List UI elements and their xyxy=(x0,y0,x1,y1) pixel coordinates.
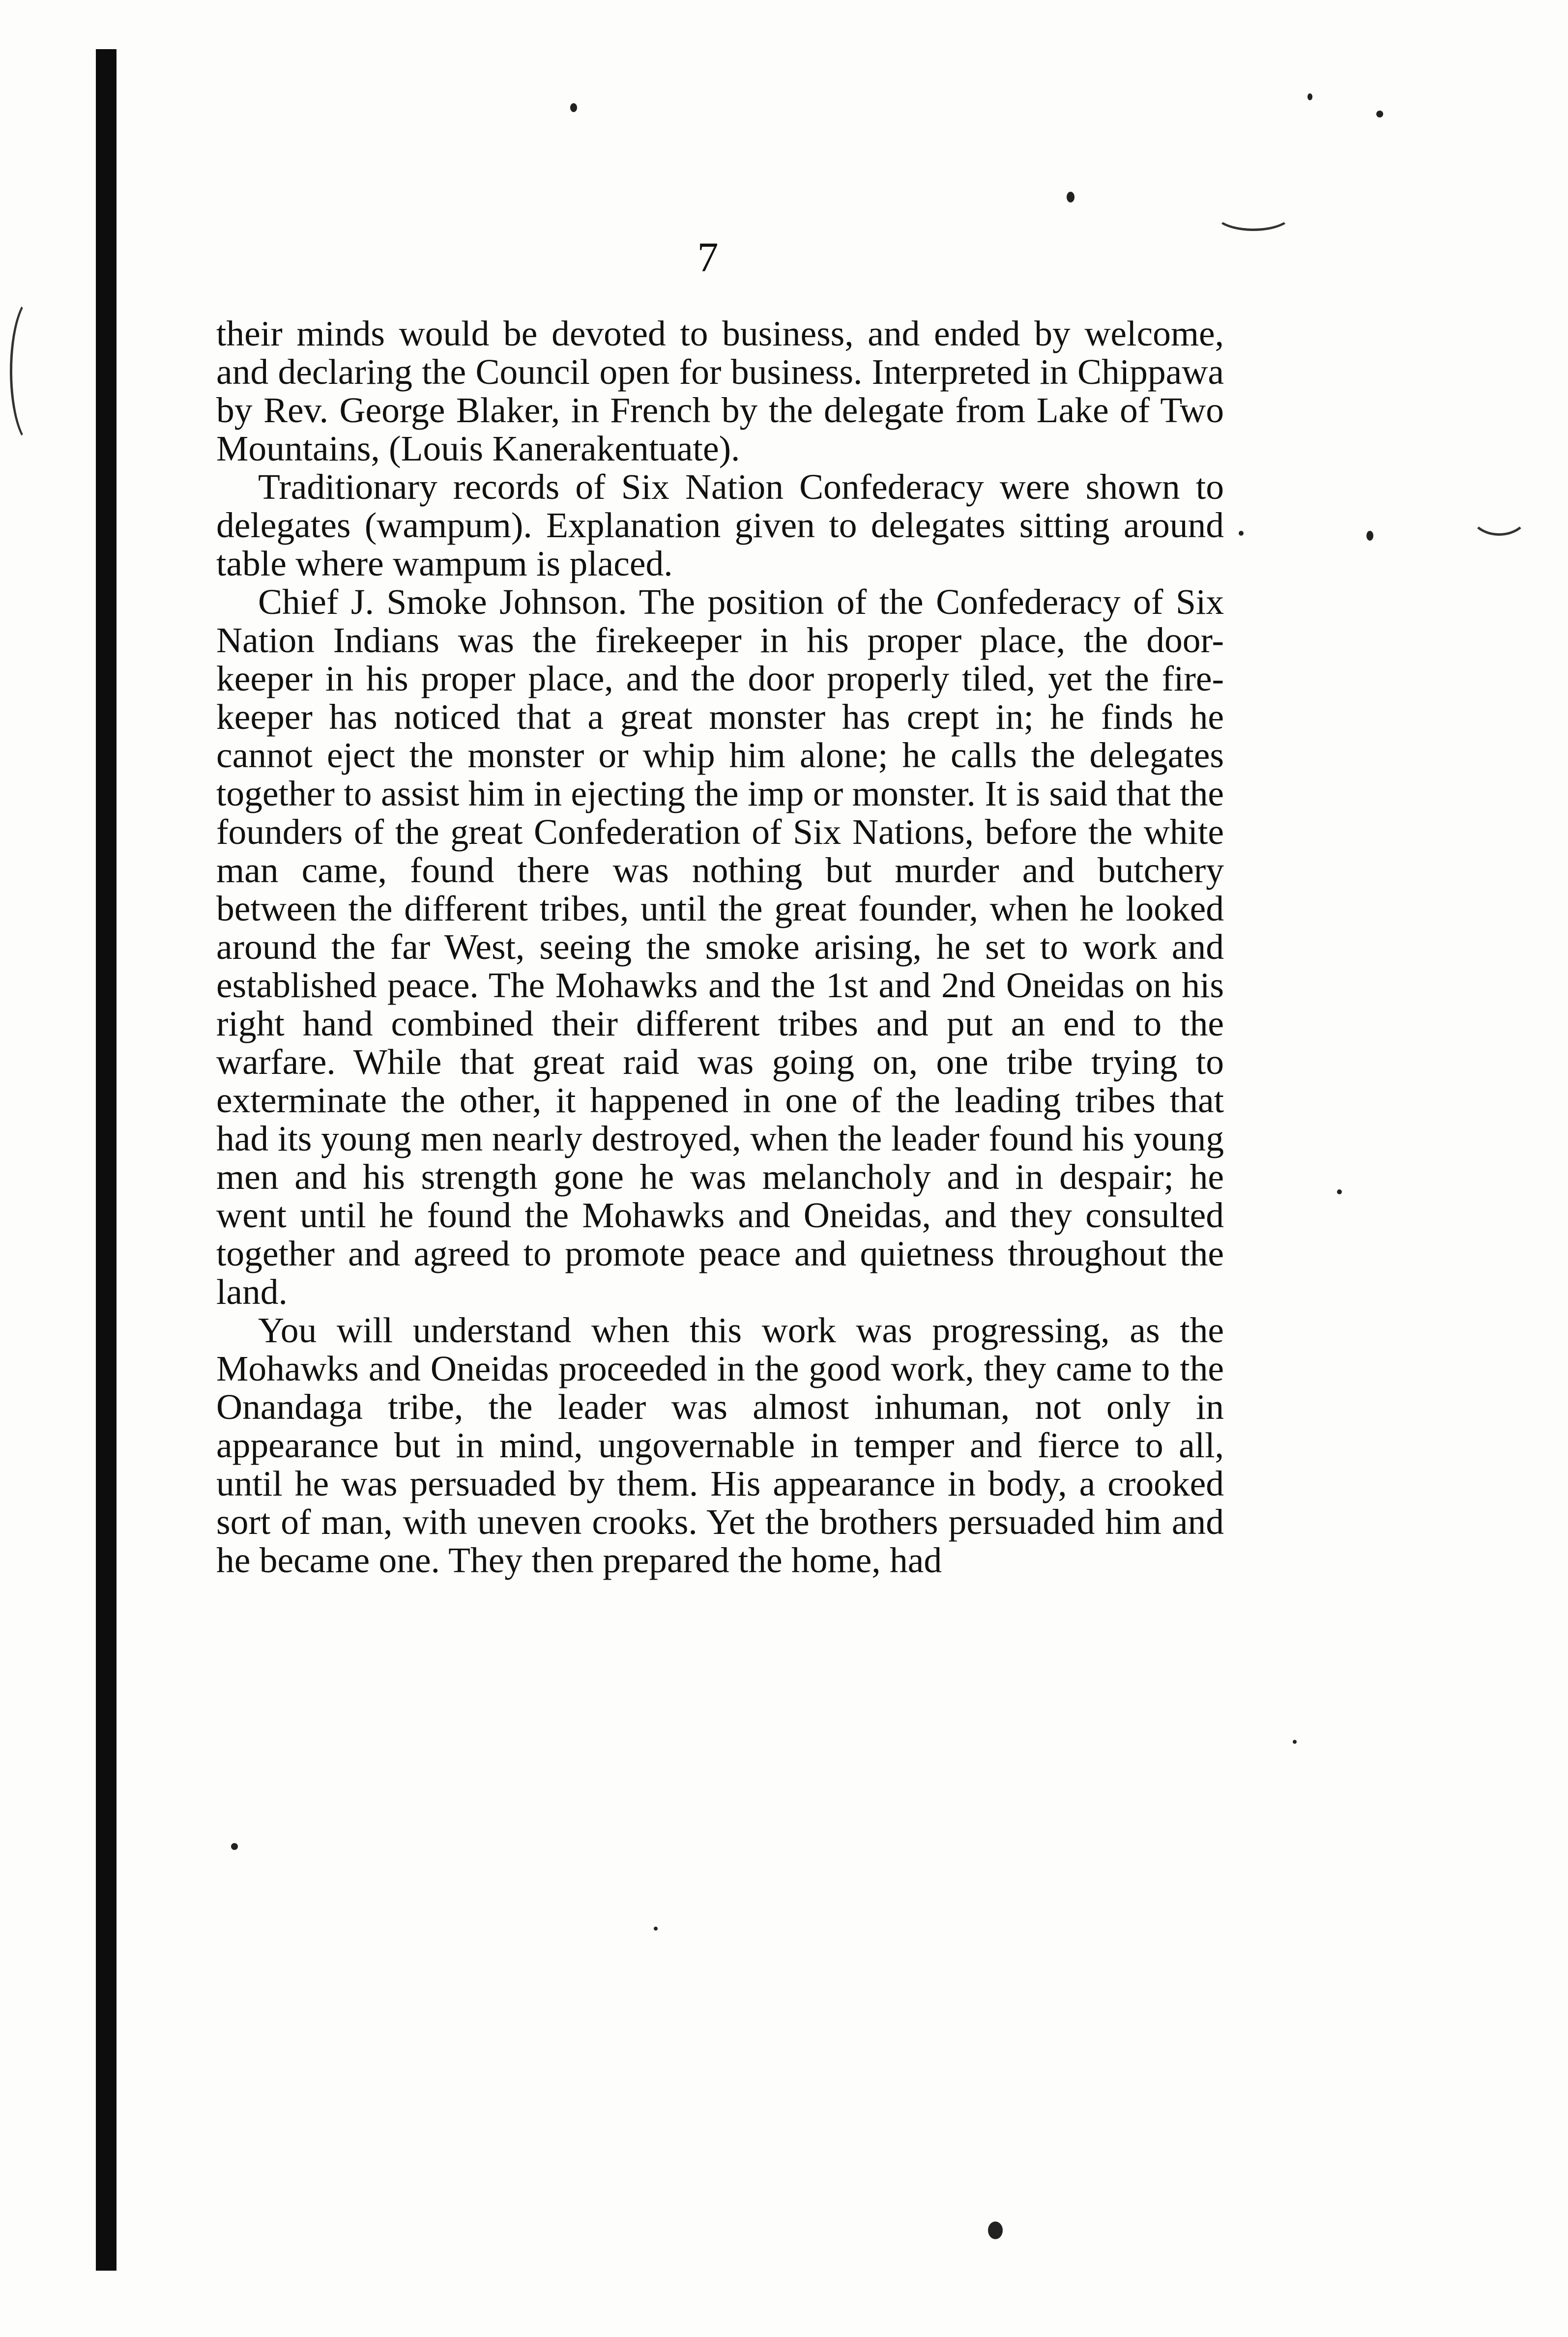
binding-edge xyxy=(96,49,116,2271)
page-number: 7 xyxy=(697,233,719,281)
scan-mark xyxy=(1214,197,1293,231)
scan-speck xyxy=(231,1843,238,1850)
paragraph: their minds would be devoted to business, and ended by welcome, and declaring the Council open for business. Interpreted in Chippawa by Rev. George Blaker, in French by the delegate from Lake of Two Mountains, (Louis Kanerakentuate). xyxy=(216,314,1224,468)
scan-mark xyxy=(10,295,59,447)
scan-speck xyxy=(1366,531,1373,541)
paragraph: Chief J. Smoke Johnson. The position of the Confederacy of Six Nation Indians was the firekeeper in his proper place, the door-keeper in his proper place, and the door properly tiled, yet the fire-keeper has noticed that a great monster has crept in; he finds he cannot eject the monster or whip him alone; he calls the delegates together to assist him in ejecting the imp or monster. It is said that the founders of the great Confederation of Six Nations, before the white man came, found there was nothing but murder and butchery between the different tribes, until the great founder, when he looked around the far West, seeing the smoke arising, he set to work and established peace. The Mohawks and the 1st and 2nd Oneidas on his right hand combined their different tribes and put an end to the warfare. While that great raid was going on, one tribe trying to exterminate the other, it happened in one of the leading tribes that had its young men nearly destroyed, when the leader found his young men and his strength gone he was melancholy and in despair; he went until he found the Mohawks and Oneidas, and they consulted together and agreed to promote peace and quietness throughout the land. xyxy=(216,582,1224,1312)
scan-speck xyxy=(988,2222,1003,2239)
scan-speck xyxy=(1376,111,1383,117)
paragraph: You will understand when this work was progressing, as the Mohawks and Oneidas proceeded in the good work, they came to the Onandaga tribe, the leader was almost inhuman, not only in appearance but in mind, ungovernable in temper and fierce to all, until he was persuaded by them. His appearance in body, a crooked sort of man, with uneven crooks. Yet the brothers persuaded him and he became one. They then prepared the home, had xyxy=(216,1310,1224,1580)
scan-speck xyxy=(1067,192,1074,202)
scan-mark xyxy=(1470,491,1529,536)
paragraph: Traditionary records of Six Nation Confederacy were shown to delegates (wampum). Explanation given to delegates sitting around table where wampum is placed. xyxy=(216,467,1224,583)
scan-speck xyxy=(1307,93,1312,100)
scan-speck xyxy=(1239,531,1244,536)
body-text xyxy=(216,315,1224,1580)
scan-speck xyxy=(654,1927,658,1931)
scan-speck xyxy=(1293,1740,1297,1744)
scan-speck xyxy=(1337,1189,1342,1194)
scan-speck xyxy=(570,103,577,112)
